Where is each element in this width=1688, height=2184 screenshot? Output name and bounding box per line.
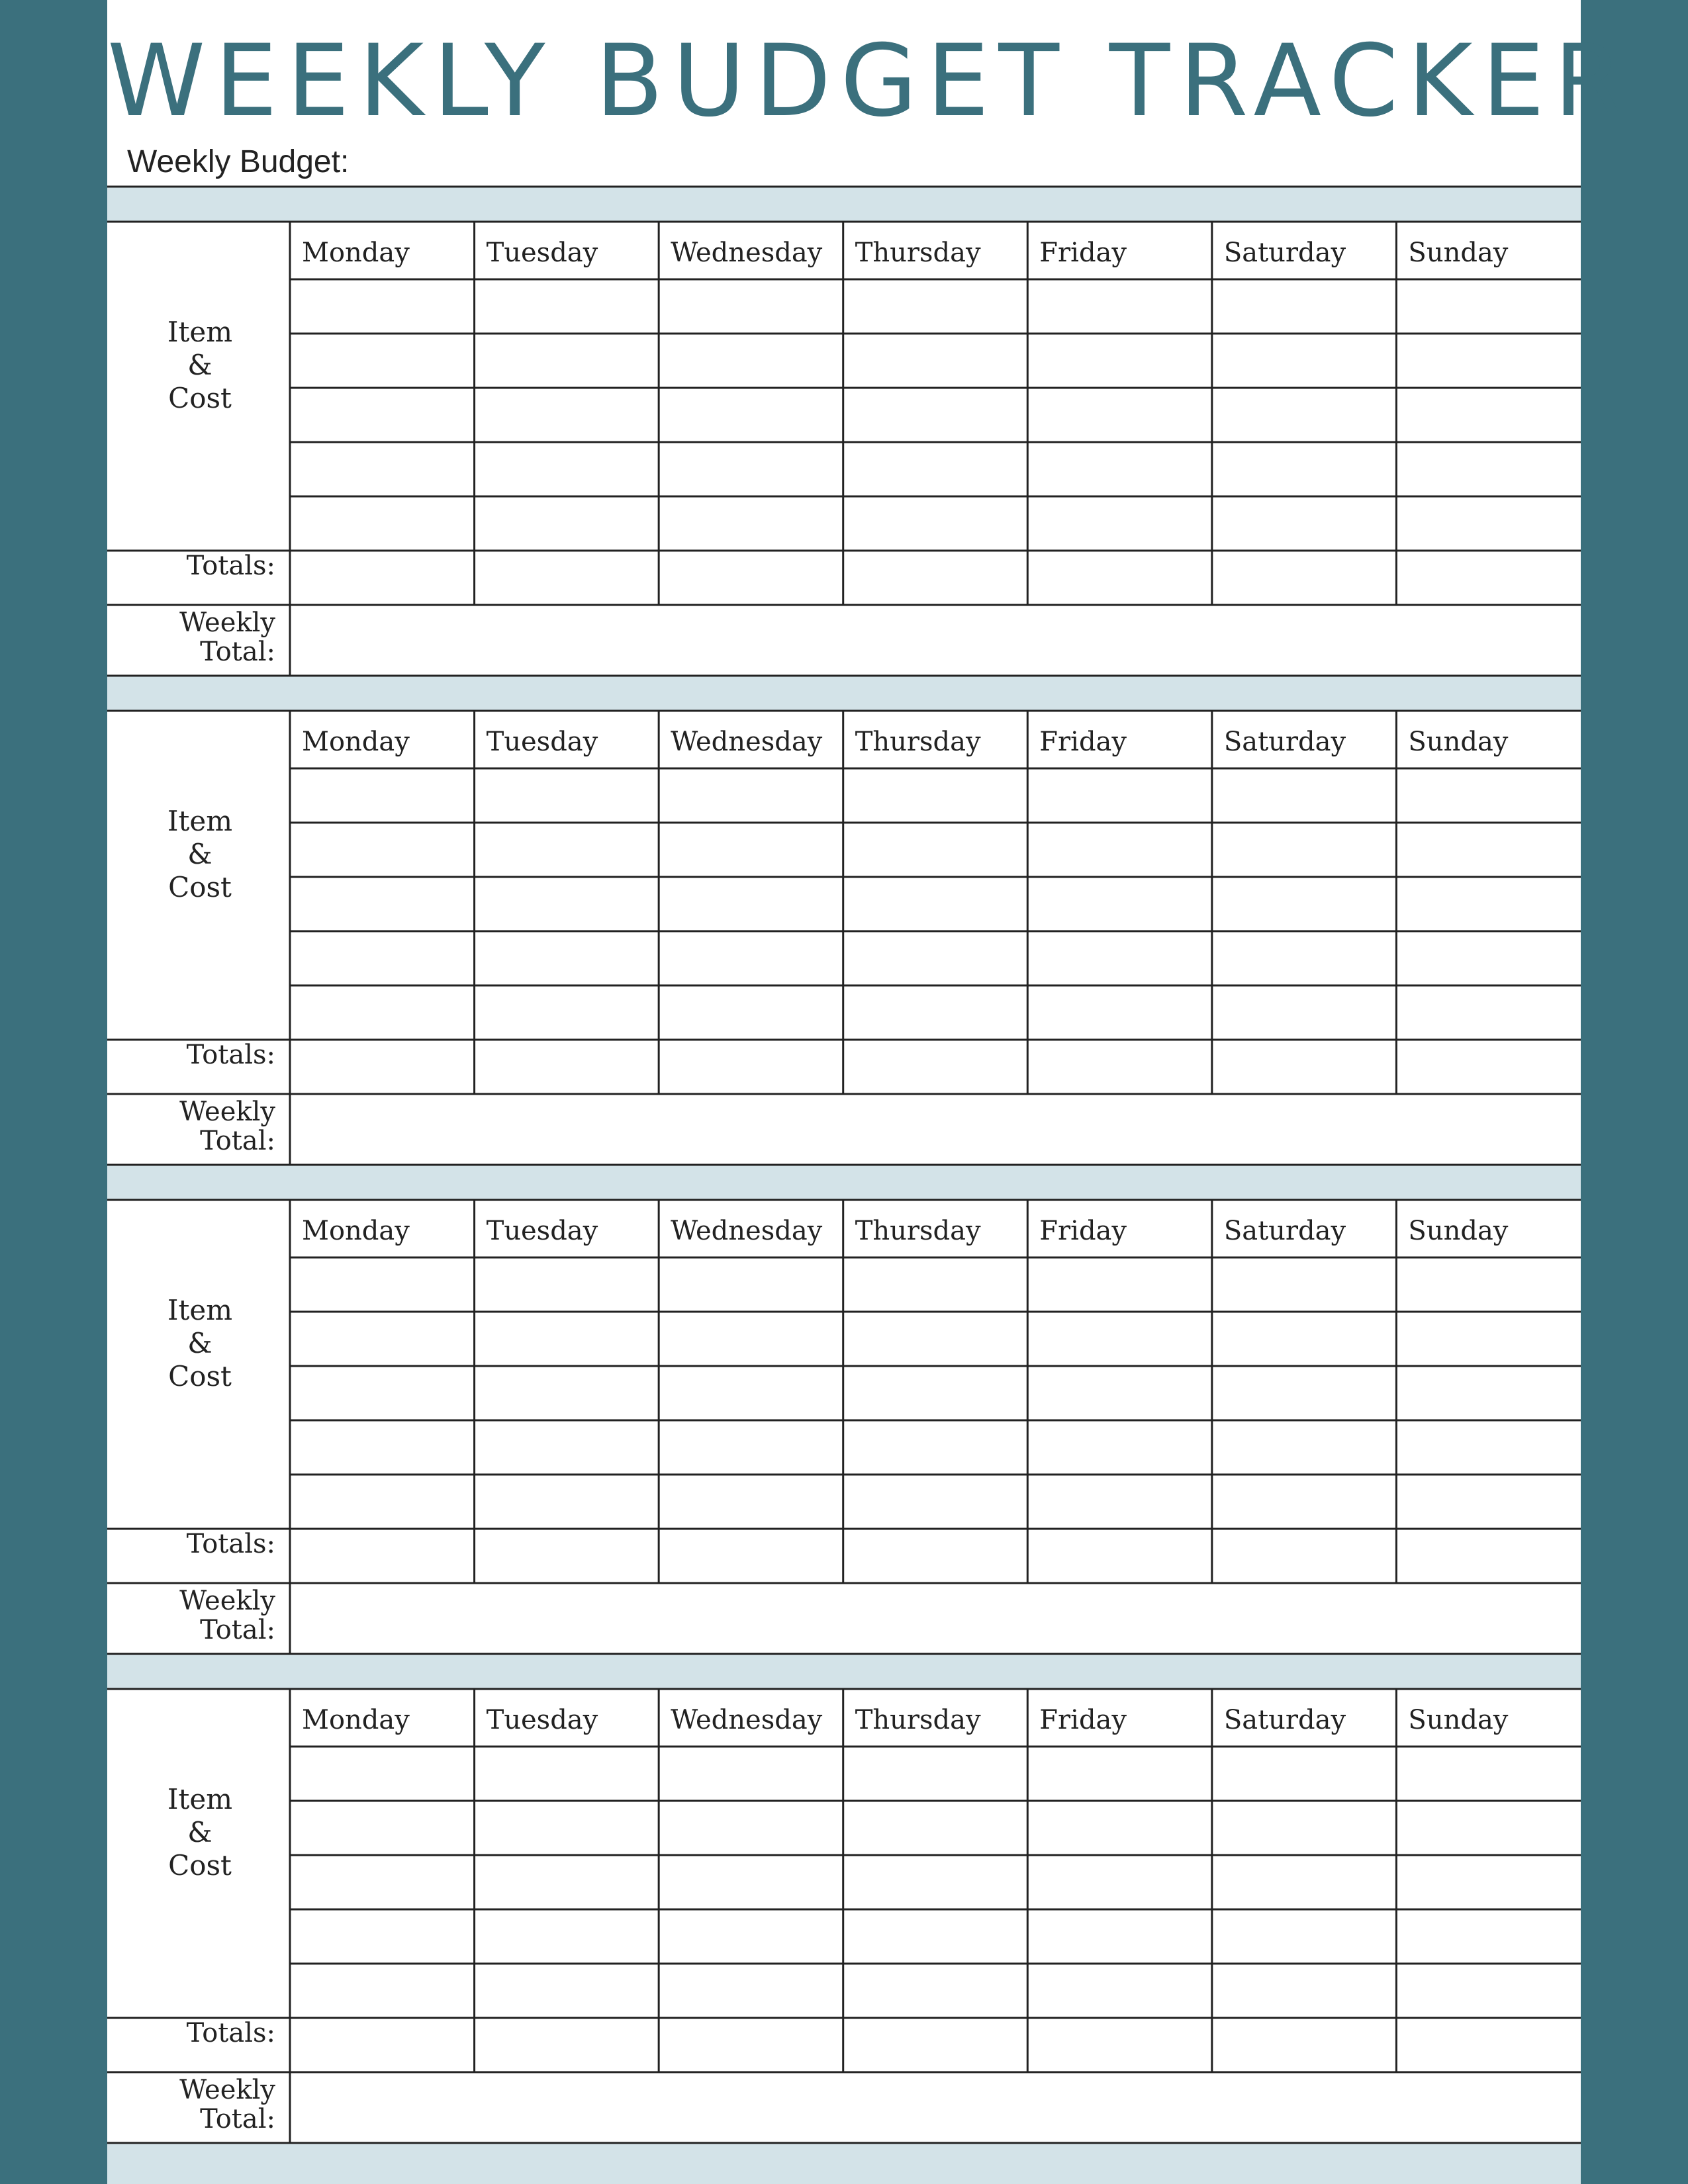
entry-cell[interactable] [1397,1856,1579,1908]
item-cost-label: & [187,838,212,870]
daily-total-cell[interactable] [660,552,842,604]
entry-cell[interactable] [476,1748,658,1799]
entry-cell[interactable] [1029,770,1211,821]
entry-cell[interactable] [1397,281,1579,332]
daily-total-cell[interactable] [845,552,1027,604]
entry-cell[interactable] [476,824,658,876]
entry-cell[interactable] [845,335,1027,387]
entry-cell[interactable] [476,281,658,332]
entry-cell[interactable] [291,770,473,821]
day-header-saturday: Saturday [1223,1705,1346,1735]
entry-cell[interactable] [476,1911,658,1962]
entry-cell[interactable] [1213,1259,1395,1310]
day-header-monday: Monday [302,727,410,757]
entry-cell[interactable] [1213,1856,1395,1908]
entry-cell[interactable] [291,1856,473,1908]
daily-total-cell[interactable] [291,1041,473,1093]
entry-cell[interactable] [476,1367,658,1419]
daily-total-cell[interactable] [660,2019,842,2071]
entry-cell[interactable] [845,498,1027,549]
item-cost-label: Item [167,805,233,837]
entry-cell[interactable] [845,1313,1027,1365]
entry-cell[interactable] [476,498,658,549]
entry-cell[interactable] [291,1802,473,1854]
entry-cell[interactable] [476,1476,658,1527]
entry-cell[interactable] [660,281,842,332]
entry-cell[interactable] [1397,443,1579,495]
totals-label: Totals: [186,551,275,581]
day-header-sunday: Sunday [1408,238,1509,268]
day-header-thursday: Thursday [855,1216,981,1246]
weekly-total-label: Total: [200,637,275,667]
entry-cell[interactable] [845,281,1027,332]
entry-cell[interactable] [1213,1802,1395,1854]
day-header-thursday: Thursday [855,1705,981,1735]
entry-cell[interactable] [1029,1367,1211,1419]
entry-cell[interactable] [476,1259,658,1310]
entry-cell[interactable] [291,1259,473,1310]
entry-cell[interactable] [1397,1748,1579,1799]
entry-cell[interactable] [476,933,658,984]
weekly-total-label: Total: [200,1126,275,1156]
weekly-total-label: Weekly [179,1097,275,1127]
entry-cell[interactable] [291,987,473,1038]
entry-cell[interactable] [660,987,842,1038]
entry-cell[interactable] [1213,1911,1395,1962]
entry-cell[interactable] [291,824,473,876]
entry-cell[interactable] [1029,933,1211,984]
day-header-wednesday: Wednesday [671,727,823,757]
entry-cell[interactable] [1397,770,1579,821]
item-cost-label: & [187,349,212,381]
entry-cell[interactable] [476,443,658,495]
daily-total-cell[interactable] [476,552,658,604]
daily-total-cell[interactable] [1029,552,1211,604]
entry-cell[interactable] [1397,1965,1579,2017]
entry-cell[interactable] [1029,1476,1211,1527]
entry-cell[interactable] [1213,933,1395,984]
entry-cell[interactable] [1213,878,1395,930]
entry-cell[interactable] [845,987,1027,1038]
day-header-wednesday: Wednesday [671,238,823,268]
day-header-thursday: Thursday [855,727,981,757]
entry-cell[interactable] [1029,1313,1211,1365]
daily-total-cell[interactable] [660,1530,842,1582]
entry-cell[interactable] [1029,498,1211,549]
entry-cell[interactable] [845,1259,1027,1310]
entry-cell[interactable] [476,389,658,441]
entry-cell[interactable] [845,1476,1027,1527]
entry-cell[interactable] [1029,1965,1211,2017]
day-header-tuesday: Tuesday [486,727,598,757]
weekly-total-label: Total: [200,1615,275,1645]
entry-cell[interactable] [1029,1856,1211,1908]
entry-cell[interactable] [291,1965,473,2017]
entry-cell[interactable] [660,1367,842,1419]
entry-cell[interactable] [1397,498,1579,549]
entry-cell[interactable] [1029,1802,1211,1854]
entry-cell[interactable] [291,335,473,387]
entry-cell[interactable] [291,1313,473,1365]
item-cost-label: & [187,1816,212,1848]
entry-cell[interactable] [1029,1422,1211,1473]
entry-cell[interactable] [1397,878,1579,930]
entry-cell[interactable] [1397,933,1579,984]
weekly-total-label: Weekly [179,1586,275,1616]
entry-cell[interactable] [1213,1313,1395,1365]
weekly-total-cell[interactable] [291,1095,1579,1163]
daily-total-cell[interactable] [476,1041,658,1093]
entry-cell[interactable] [476,1965,658,2017]
entry-cell[interactable] [660,878,842,930]
entry-cell[interactable] [660,1911,842,1962]
entry-cell[interactable] [1397,1367,1579,1419]
day-header-sunday: Sunday [1408,727,1509,757]
daily-total-cell[interactable] [291,1530,473,1582]
entry-cell[interactable] [291,1367,473,1419]
daily-total-cell[interactable] [1213,1530,1395,1582]
entry-cell[interactable] [1029,878,1211,930]
day-header-saturday: Saturday [1223,238,1346,268]
totals-label: Totals: [186,1529,275,1559]
day-header-monday: Monday [302,1705,410,1735]
entry-cell[interactable] [660,1259,842,1310]
entry-cell[interactable] [291,1748,473,1799]
item-cost-label: Item [167,316,233,348]
day-header-tuesday: Tuesday [486,238,598,268]
entry-cell[interactable] [660,389,842,441]
day-header-wednesday: Wednesday [671,1216,823,1246]
entry-cell[interactable] [1029,1259,1211,1310]
entry-cell[interactable] [660,443,842,495]
entry-cell[interactable] [291,933,473,984]
entry-cell[interactable] [1029,389,1211,441]
entry-cell[interactable] [660,335,842,387]
day-header-tuesday: Tuesday [486,1216,598,1246]
entry-cell[interactable] [476,770,658,821]
daily-total-cell[interactable] [291,552,473,604]
week-band [107,1165,1581,1200]
entry-cell[interactable] [476,878,658,930]
entry-cell[interactable] [1213,443,1395,495]
budget-sheet [107,0,1632,2184]
daily-total-cell[interactable] [845,1530,1027,1582]
daily-total-cell[interactable] [1029,1530,1211,1582]
week-band [107,1654,1581,1689]
entry-cell[interactable] [1397,987,1579,1038]
day-header-saturday: Saturday [1223,727,1346,757]
day-header-saturday: Saturday [1223,1216,1346,1246]
entry-cell[interactable] [845,389,1027,441]
entry-cell[interactable] [1397,1259,1579,1310]
item-cost-label: Cost [168,1360,232,1392]
entry-cell[interactable] [1029,443,1211,495]
totals-label: Totals: [186,2018,275,2048]
entry-cell[interactable] [291,1911,473,1962]
item-cost-label: Cost [168,1849,232,1882]
daily-total-cell[interactable] [1213,552,1395,604]
day-header-friday: Friday [1039,1216,1127,1246]
entry-cell[interactable] [291,1422,473,1473]
entry-cell[interactable] [660,1748,842,1799]
entry-cell[interactable] [1213,1748,1395,1799]
entry-cell[interactable] [660,1422,842,1473]
entry-cell[interactable] [476,1802,658,1854]
entry-cell[interactable] [1397,1313,1579,1365]
entry-cell[interactable] [291,878,473,930]
entry-cell[interactable] [1397,1476,1579,1527]
budget-grid [107,0,1632,2184]
entry-cell[interactable] [1397,1422,1579,1473]
item-cost-label: Cost [168,382,232,414]
day-header-friday: Friday [1039,1705,1127,1735]
entry-cell[interactable] [845,824,1027,876]
entry-cell[interactable] [1029,335,1211,387]
entry-cell[interactable] [845,1367,1027,1419]
week-band [107,676,1581,711]
entry-cell[interactable] [660,1856,842,1908]
daily-total-cell[interactable] [1029,2019,1211,2071]
day-header-monday: Monday [302,1216,410,1246]
entry-cell[interactable] [660,824,842,876]
daily-total-cell[interactable] [1397,2019,1579,2071]
entry-cell[interactable] [291,281,473,332]
day-header-thursday: Thursday [855,238,981,268]
daily-total-cell[interactable] [1213,2019,1395,2071]
daily-total-cell[interactable] [1397,1041,1579,1093]
week-band [107,187,1581,222]
weekly-total-cell[interactable] [291,1584,1579,1653]
entry-cell[interactable] [660,1313,842,1365]
weekly-total-cell[interactable] [291,606,1579,674]
day-header-friday: Friday [1039,727,1127,757]
entry-cell[interactable] [660,770,842,821]
entry-cell[interactable] [1213,1367,1395,1419]
entry-cell[interactable] [845,1748,1027,1799]
entry-cell[interactable] [1213,389,1395,441]
day-header-tuesday: Tuesday [486,1705,598,1735]
entry-cell[interactable] [845,878,1027,930]
item-cost-label: Item [167,1783,233,1815]
entry-cell[interactable] [1029,824,1211,876]
entry-cell[interactable] [660,1802,842,1854]
daily-total-cell[interactable] [1397,1530,1579,1582]
item-cost-label: & [187,1327,212,1359]
entry-cell[interactable] [476,1313,658,1365]
weekly-total-label: Weekly [179,608,275,638]
entry-cell[interactable] [1213,824,1395,876]
daily-total-cell[interactable] [476,2019,658,2071]
entry-cell[interactable] [1213,498,1395,549]
entry-cell[interactable] [660,1476,842,1527]
weekly-total-cell[interactable] [291,2073,1579,2142]
entry-cell[interactable] [1213,1965,1395,2017]
weekly-total-label: Weekly [179,2075,275,2105]
daily-total-cell[interactable] [476,1530,658,1582]
daily-total-cell[interactable] [1397,552,1579,604]
entry-cell[interactable] [845,1422,1027,1473]
totals-label: Totals: [186,1040,275,1070]
entry-cell[interactable] [1397,1802,1579,1854]
entry-cell[interactable] [1029,1911,1211,1962]
entry-cell[interactable] [845,1856,1027,1908]
daily-total-cell[interactable] [660,1041,842,1093]
entry-cell[interactable] [1029,281,1211,332]
entry-cell[interactable] [660,1965,842,2017]
item-cost-label: Item [167,1294,233,1326]
entry-cell[interactable] [1213,770,1395,821]
day-header-sunday: Sunday [1408,1705,1509,1735]
daily-total-cell[interactable] [1029,1041,1211,1093]
item-cost-label: Cost [168,871,232,903]
entry-cell[interactable] [1213,1476,1395,1527]
entry-cell[interactable] [845,1965,1027,2017]
entry-cell[interactable] [476,335,658,387]
weekly-budget-label: Weekly Budget: [127,144,350,179]
day-header-sunday: Sunday [1408,1216,1509,1246]
entry-cell[interactable] [660,498,842,549]
entry-cell[interactable] [476,987,658,1038]
entry-cell[interactable] [291,1476,473,1527]
entry-cell[interactable] [845,443,1027,495]
day-header-monday: Monday [302,238,410,268]
entry-cell[interactable] [291,443,473,495]
day-header-wednesday: Wednesday [671,1705,823,1735]
weekly-total-label: Total: [200,2104,275,2134]
entry-cell[interactable] [845,1911,1027,1962]
entry-cell[interactable] [1397,824,1579,876]
entry-cell[interactable] [476,1856,658,1908]
entry-cell[interactable] [845,1802,1027,1854]
entry-cell[interactable] [1213,1422,1395,1473]
entry-cell[interactable] [1397,335,1579,387]
entry-cell[interactable] [476,1422,658,1473]
entry-cell[interactable] [1213,987,1395,1038]
entry-cell[interactable] [291,389,473,441]
day-header-friday: Friday [1039,238,1127,268]
entry-cell[interactable] [291,498,473,549]
week-band [107,2143,1581,2184]
daily-total-cell[interactable] [1213,1041,1395,1093]
entry-cell[interactable] [845,770,1027,821]
entry-cell[interactable] [1213,335,1395,387]
entry-cell[interactable] [660,933,842,984]
page-title: WEEKLY BUDGET TRACKER [107,24,1632,139]
entry-cell[interactable] [845,933,1027,984]
entry-cell[interactable] [1213,281,1395,332]
entry-cell[interactable] [1397,1911,1579,1962]
entry-cell[interactable] [1029,987,1211,1038]
daily-total-cell[interactable] [845,2019,1027,2071]
daily-total-cell[interactable] [845,1041,1027,1093]
entry-cell[interactable] [1397,389,1579,441]
daily-total-cell[interactable] [291,2019,473,2071]
entry-cell[interactable] [1029,1748,1211,1799]
